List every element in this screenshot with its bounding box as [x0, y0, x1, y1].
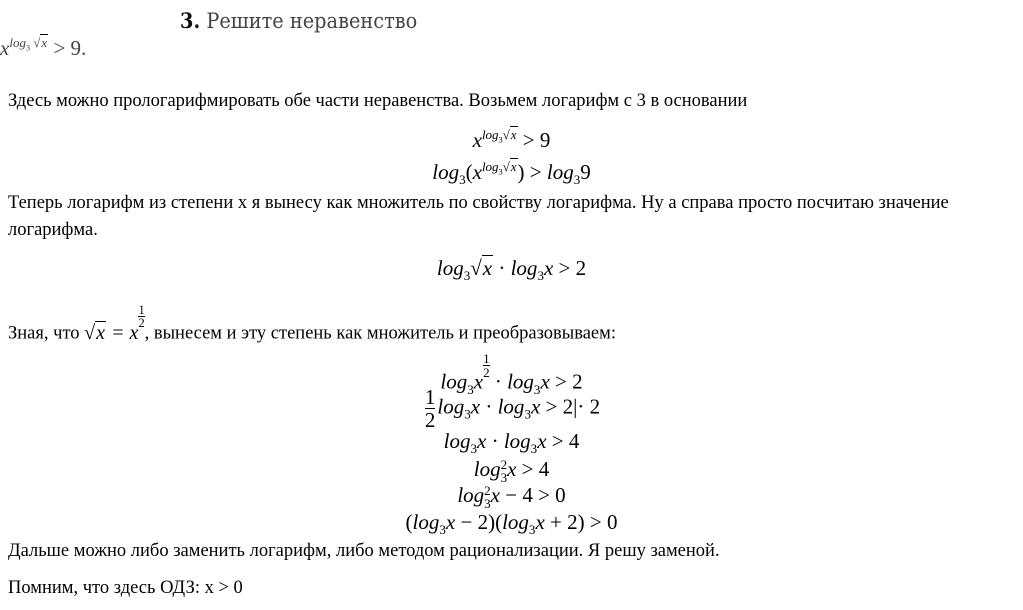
math-symbol: log: [457, 483, 485, 507]
task-heading: [180, 8, 417, 33]
math-operator: (: [465, 160, 473, 184]
math-base-index: 3: [500, 470, 508, 486]
math-symbol: x: [129, 321, 139, 344]
math-operator: ) >: [517, 160, 547, 184]
math-symbol: √: [502, 127, 510, 142]
math-subscript: 3: [439, 522, 446, 538]
math-symbol: √: [30, 35, 41, 50]
task-formula: [0, 36, 86, 61]
math-symbol: x: [535, 510, 545, 534]
math-fraction: [425, 386, 436, 431]
equation-7: [0, 457, 1023, 484]
math-operator: =: [106, 321, 130, 344]
math-symbol: log: [436, 256, 464, 280]
math-symbol: log: [432, 160, 460, 184]
math-superscript: [481, 127, 518, 145]
math-symbol: √: [470, 256, 482, 280]
math-subscript: 3: [530, 441, 538, 457]
math-symbol: x: [473, 369, 484, 394]
math-radicand: x: [510, 127, 517, 142]
math-radicand: x: [96, 321, 106, 344]
math-subscript: 3: [498, 135, 503, 145]
paragraph-2: Теперь логарифм из степени x я вынесу как множитель по свойству логарифма. Ну а справа просто посчитаю значение логарифма.: [8, 193, 949, 240]
math-symbol: log: [503, 429, 531, 453]
fraction-denominator: 2: [483, 365, 490, 381]
math-symbol: x: [472, 128, 482, 152]
math-symbol: log: [440, 369, 468, 394]
math-symbol: log: [481, 159, 499, 174]
paragraph-3: [8, 304, 1018, 348]
math-subscript: 3: [533, 381, 541, 397]
math-symbol: x: [477, 429, 487, 453]
math-symbol: x: [0, 36, 10, 60]
math-operator: > 4: [516, 457, 550, 481]
math-subscript: 3: [467, 381, 474, 397]
math-subscript: 3: [524, 406, 531, 422]
math-symbol: log: [443, 429, 471, 453]
math-symbol: log: [502, 510, 529, 534]
math-symbol: log: [437, 394, 465, 419]
math-symbol: log: [507, 369, 534, 394]
equation-3: [0, 256, 1023, 284]
equation-9: [0, 510, 1023, 538]
math-operator: ·: [486, 429, 504, 453]
equation-8: [0, 483, 1023, 510]
paragraph-5: Помним, что здесь ОДЗ: x > 0: [8, 578, 243, 598]
math-operator: − 2)(: [455, 510, 503, 534]
math-subscript: 3: [537, 268, 544, 284]
fraction-numerator: 1: [483, 351, 490, 366]
fraction-numerator: 1: [138, 303, 145, 317]
math-symbol: log: [510, 256, 538, 280]
math-subscript: 3: [25, 43, 30, 53]
math-exponent: 2: [500, 457, 508, 473]
equation-1: [0, 128, 1023, 153]
math-symbol: x: [470, 394, 481, 419]
math-radicand: x: [510, 159, 517, 174]
math-exponent: 2: [484, 483, 491, 499]
math-base-index: 3: [484, 496, 491, 512]
math-subscript: 3: [573, 172, 581, 188]
math-symbol: x: [507, 457, 517, 481]
math-symbol: x: [543, 256, 554, 280]
math-superscript: [9, 35, 48, 53]
math-symbol: √: [502, 159, 510, 174]
math-symbol: x: [540, 369, 550, 394]
math-symbol: log: [412, 510, 440, 534]
math-symbol: log: [497, 394, 525, 419]
paragraph-3-end: , вынесем и эту степень как множитель и преобразовываем:: [144, 323, 616, 344]
math-operator: (: [405, 510, 413, 534]
paragraph-4: Дальше можно либо заменить логарифм, либо методом рационализации. Я решу заменой.: [8, 541, 720, 561]
math-subscript: 3: [464, 406, 471, 422]
math-operator: > 9: [517, 128, 551, 152]
math-operator: ·: [493, 256, 511, 280]
math-operator: > 9.: [48, 36, 87, 60]
math-operator: > 2|· 2: [540, 394, 601, 419]
math-subscript: 3: [459, 172, 466, 188]
math-operator: 9: [580, 160, 591, 184]
task-title: Решите неравенство: [206, 9, 418, 33]
math-subscript: 3: [498, 167, 503, 177]
equation-6: [0, 429, 1023, 457]
paragraph-1: Здесь можно прологарифмировать обе части неравенства. Возьмем логарифм с 3 в основании: [8, 91, 748, 111]
math-radicand: x: [482, 256, 493, 280]
math-symbol: log: [9, 35, 26, 50]
math-symbol: x: [445, 510, 456, 534]
paragraph-3-start: Зная, что: [8, 323, 85, 344]
math-radicand: x: [41, 35, 48, 50]
math-operator: ·: [489, 369, 508, 394]
math-symbol: x: [490, 483, 500, 507]
math-symbol: x: [537, 429, 547, 453]
inline-formula: [84, 303, 145, 344]
equation-5: [0, 386, 1023, 431]
math-operator: − 4 > 0: [500, 483, 566, 507]
math-operator: > 2: [549, 369, 583, 394]
math-subscript: 3: [528, 522, 536, 538]
fraction-denominator: 2: [138, 316, 145, 331]
equation-2: [0, 159, 1023, 188]
math-subscript: 3: [470, 441, 477, 457]
task-number: 3.: [180, 8, 201, 33]
math-operator: + 2) > 0: [544, 510, 618, 534]
math-symbol: log: [546, 160, 574, 184]
fraction-denominator: 2: [424, 408, 436, 433]
math-symbol: √: [84, 321, 96, 344]
math-symbol: log: [481, 127, 499, 142]
math-symbol: x: [530, 394, 541, 419]
math-symbol: log: [473, 457, 501, 481]
fraction-numerator: 1: [424, 385, 436, 409]
math-operator: > 4: [546, 429, 580, 453]
math-operator: > 2: [553, 256, 587, 280]
math-symbol: x: [472, 160, 482, 184]
math-superscript: [481, 159, 518, 177]
math-operator: ·: [480, 394, 498, 419]
math-subscript: 3: [463, 268, 471, 284]
